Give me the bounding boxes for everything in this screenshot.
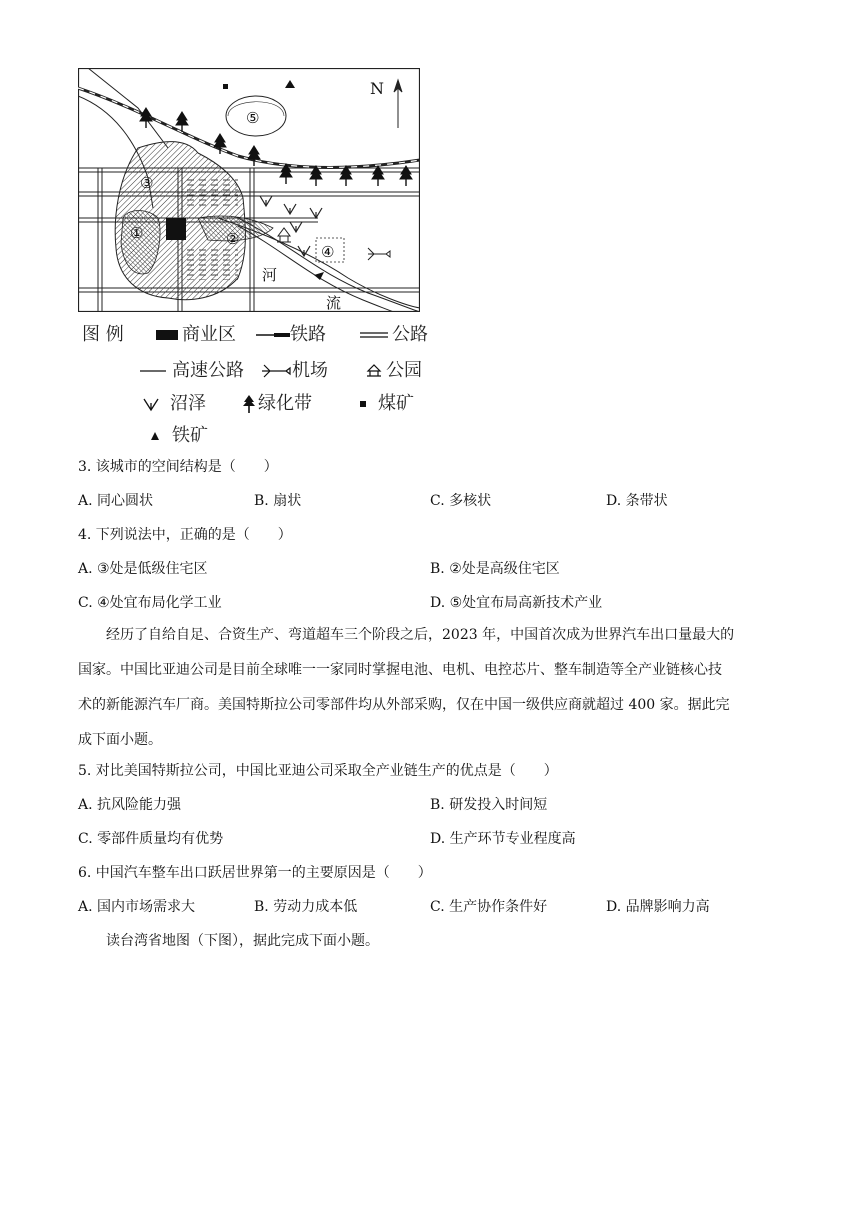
legend-label-expressway: 高速公路: [172, 360, 244, 381]
legend-row-2c: [366, 356, 422, 382]
legend-label-commercial: 商业区: [182, 324, 236, 345]
question-5-option-c: C. 零部件质量均有优势: [78, 831, 224, 847]
city-map: [78, 68, 420, 312]
park-legend-icon: [366, 363, 382, 379]
railway-icon: [256, 330, 290, 340]
question-4-option-b: B. ②处是高级住宅区: [430, 561, 560, 577]
area-label-1: ①: [130, 224, 144, 242]
question-3-option-a: A. 同心圆状: [78, 493, 154, 509]
question-6-option-a: A. 国内市场需求大: [78, 899, 196, 915]
coal-mine-icon: [223, 84, 228, 89]
legend-row-1c: [360, 320, 428, 346]
legend-row-2: [140, 356, 244, 382]
north-label: N: [370, 79, 384, 98]
legend-row-3c: [360, 389, 414, 415]
question-4-option-a: A. ③处是低级住宅区: [78, 561, 208, 577]
commercial-area-block: [166, 218, 186, 240]
question-6-option-c: C. 生产协作条件好: [430, 899, 548, 915]
question-3-stem: 3. 该城市的空间结构是（ ）: [78, 459, 278, 475]
passage-line-1: 经历了自给自足、合资生产、弯道超车三个阶段之后，2023 年，中国首次成为世界汽车出口量最大的: [106, 627, 735, 643]
legend-title: 图 例: [82, 324, 124, 345]
legend-row-4: [150, 421, 208, 447]
question-5-option-d: D. 生产环节专业程度高: [430, 831, 576, 847]
river-label-2: 流: [326, 294, 342, 312]
road-icon: [360, 330, 388, 340]
legend-label-iron-mine: 铁矿: [172, 425, 208, 446]
area-label-5: ⑤: [246, 109, 260, 127]
question-3-option-c: C. 多核状: [430, 493, 492, 509]
legend-row-1: [156, 320, 236, 346]
green-belt-legend-icon: [242, 394, 256, 414]
area-label-3: ③: [140, 174, 154, 192]
legend-row-2b: [260, 356, 328, 382]
legend-label-green-belt: 绿化带: [258, 393, 312, 414]
passage-line-4: 成下面小题。: [78, 732, 162, 748]
question-3-option-d: D. 条带状: [606, 493, 668, 509]
legend: [82, 320, 124, 346]
question-3-option-b: B. 扇状: [254, 493, 302, 509]
legend-row-3b: [242, 389, 312, 415]
commercial-area-icon: [156, 330, 178, 340]
area-label-4: ④: [321, 243, 335, 261]
legend-label-marsh: 沼泽: [170, 393, 206, 414]
passage-line-2: 国家。中国比亚迪公司是目前全球唯一一家同时掌握电池、电机、电控芯片、整车制造等全产业链核心技: [78, 662, 722, 678]
coal-mine-legend-icon: [360, 401, 366, 407]
question-5-stem: 5. 对比美国特斯拉公司，中国比亚迪公司采取全产业链生产的优点是（ ）: [78, 763, 558, 779]
passage: [78, 618, 778, 758]
marsh-legend-icon: [142, 396, 160, 412]
passage-line-3: 术的新能源汽车厂商。美国特斯拉公司零部件均从外部采购，仅在中国一级供应商就超过 400 家。据此完: [78, 697, 730, 713]
question-4-stem: 4. 下列说法中，正确的是（ ）: [78, 527, 292, 543]
area-label-2: ②: [226, 230, 240, 248]
legend-label-coal-mine: 煤矿: [378, 393, 414, 414]
airport-legend-icon: [260, 364, 292, 378]
question-6-option-d: D. 品牌影响力高: [606, 899, 710, 915]
legend-row-1b: [256, 320, 326, 346]
legend-label-railway: 铁路: [290, 324, 326, 345]
legend-label-road: 公路: [392, 324, 428, 345]
question-6-option-b: B. 劳动力成本低: [254, 899, 358, 915]
expressway-icon: [140, 366, 166, 376]
question-6-stem: 6. 中国汽车整车出口跃居世界第一的主要原因是（ ）: [78, 865, 432, 881]
iron-mine-legend-icon: [150, 431, 160, 441]
taiwan-intro: 读台湾省地图（下图），据此完成下面小题。: [106, 933, 379, 949]
river-label-1: 河: [262, 266, 278, 284]
legend-label-park: 公园: [386, 360, 422, 381]
question-4-option-d: D. ⑤处宜布局高新技术产业: [430, 595, 603, 611]
legend-label-airport: 机场: [292, 360, 328, 381]
question-5-option-b: B. 研发投入时间短: [430, 797, 548, 813]
question-4-option-c: C. ④处宜布局化学工业: [78, 595, 222, 611]
legend-row-3: [142, 389, 206, 415]
question-5-option-a: A. 抗风险能力强: [78, 797, 182, 813]
